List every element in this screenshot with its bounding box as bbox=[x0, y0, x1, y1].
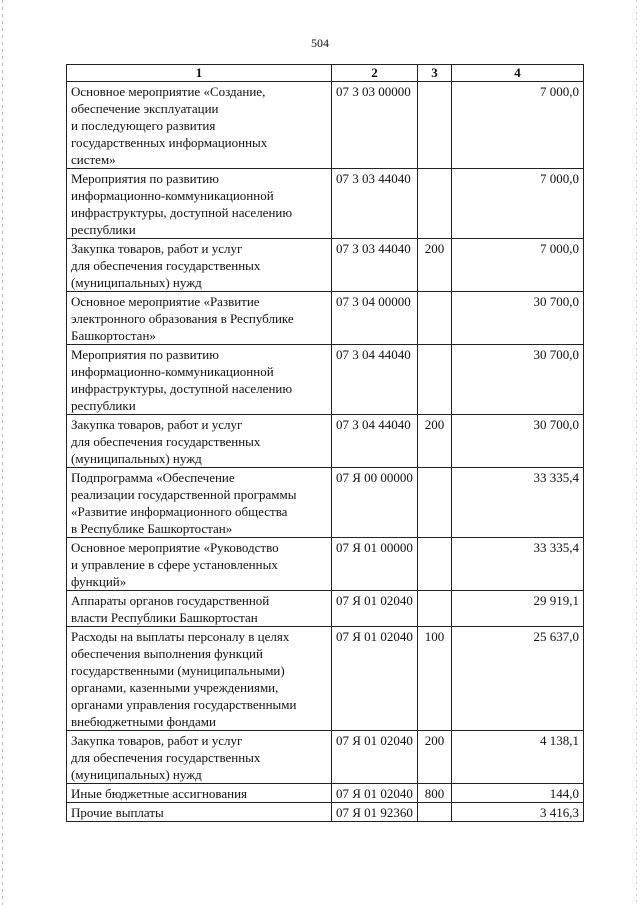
row-name-cell: Расходы на выплаты персоналу в целях обеспечения выполнения функций государственными (муниципальными) органами, казенными учреждениями, органами управления государственными внебюджетными фондами bbox=[67, 627, 332, 731]
table-row bbox=[67, 731, 584, 784]
row-name-cell: Основное мероприятие «Руководство и управление в сфере установленных функций» bbox=[67, 538, 332, 591]
row-sum-cell: 33 335,4 bbox=[452, 468, 584, 538]
table-row bbox=[67, 292, 584, 345]
scan-edge-right bbox=[636, 0, 637, 905]
row-sum-cell: 30 700,0 bbox=[452, 292, 584, 345]
table-row bbox=[67, 239, 584, 292]
row-code-cell: 07 Я 01 92360 bbox=[332, 803, 418, 822]
row-sum-cell: 30 700,0 bbox=[452, 345, 584, 415]
row-name-cell: Основное мероприятие «Развитие электронного образования в Республике Башкортостан» bbox=[67, 292, 332, 345]
row-type-cell: 100 bbox=[418, 627, 452, 731]
row-type-cell: 200 bbox=[418, 731, 452, 784]
row-type-cell: 200 bbox=[418, 415, 452, 468]
table-row bbox=[67, 468, 584, 538]
row-name-cell: Аппараты органов государственной власти Республики Башкортостан bbox=[67, 591, 332, 627]
table-row bbox=[67, 415, 584, 468]
row-code-cell: 07 3 04 44040 bbox=[332, 415, 418, 468]
header-col-3: 3 bbox=[418, 65, 452, 82]
row-name-cell: Мероприятия по развитию информационно-коммуникационной инфраструктуры, доступной населению республики bbox=[67, 169, 332, 239]
row-name-cell: Закупка товаров, работ и услуг для обеспечения государственных (муниципальных) нужд bbox=[67, 731, 332, 784]
table-body bbox=[67, 82, 584, 822]
row-type-cell bbox=[418, 345, 452, 415]
row-sum-cell: 7 000,0 bbox=[452, 239, 584, 292]
row-type-cell bbox=[418, 468, 452, 538]
row-code-cell: 07 Я 01 00000 bbox=[332, 538, 418, 591]
row-type-cell: 800 bbox=[418, 784, 452, 803]
row-type-cell bbox=[418, 591, 452, 627]
row-sum-cell: 29 919,1 bbox=[452, 591, 584, 627]
row-sum-cell: 30 700,0 bbox=[452, 415, 584, 468]
row-sum-cell: 33 335,4 bbox=[452, 538, 584, 591]
row-type-cell bbox=[418, 538, 452, 591]
row-name-cell: Закупка товаров, работ и услуг для обеспечения государственных (муниципальных) нужд bbox=[67, 415, 332, 468]
row-sum-cell: 7 000,0 bbox=[452, 82, 584, 169]
table-row bbox=[67, 803, 584, 822]
row-name-cell: Мероприятия по развитию информационно-коммуникационной инфраструктуры, доступной населению республики bbox=[67, 345, 332, 415]
row-type-cell bbox=[418, 82, 452, 169]
row-code-cell: 07 3 03 44040 bbox=[332, 239, 418, 292]
table-row bbox=[67, 591, 584, 627]
row-code-cell: 07 3 03 00000 bbox=[332, 82, 418, 169]
table-row bbox=[67, 627, 584, 731]
row-name-cell: Основное мероприятие «Создание, обеспечение эксплуатации и последующего развития государственных информационных систем» bbox=[67, 82, 332, 169]
row-sum-cell: 7 000,0 bbox=[452, 169, 584, 239]
row-sum-cell: 3 416,3 bbox=[452, 803, 584, 822]
row-code-cell: 07 3 04 00000 bbox=[332, 292, 418, 345]
row-type-cell: 200 bbox=[418, 239, 452, 292]
row-sum-cell: 144,0 bbox=[452, 784, 584, 803]
row-code-cell: 07 3 04 44040 bbox=[332, 345, 418, 415]
page-number: 504 bbox=[311, 36, 329, 50]
budget-table bbox=[66, 64, 584, 822]
header-row bbox=[67, 65, 584, 82]
row-code-cell: 07 Я 01 02040 bbox=[332, 731, 418, 784]
row-type-cell bbox=[418, 803, 452, 822]
table-row bbox=[67, 538, 584, 591]
row-code-cell: 07 Я 01 02040 bbox=[332, 784, 418, 803]
table-row bbox=[67, 345, 584, 415]
row-code-cell: 07 Я 01 02040 bbox=[332, 591, 418, 627]
row-name-cell: Иные бюджетные ассигнования bbox=[67, 784, 332, 803]
table-row bbox=[67, 784, 584, 803]
row-sum-cell: 4 138,1 bbox=[452, 731, 584, 784]
row-code-cell: 07 3 03 44040 bbox=[332, 169, 418, 239]
header-col-1: 1 bbox=[67, 65, 332, 82]
row-type-cell bbox=[418, 292, 452, 345]
row-sum-cell: 25 637,0 bbox=[452, 627, 584, 731]
table-row bbox=[67, 169, 584, 239]
row-type-cell bbox=[418, 169, 452, 239]
table-row bbox=[67, 82, 584, 169]
header-col-4: 4 bbox=[452, 65, 584, 82]
row-name-cell: Подпрограмма «Обеспечение реализации государственной программы «Развитие информационного общества в Республике Башкортостан» bbox=[67, 468, 332, 538]
scan-edge-left bbox=[2, 0, 3, 905]
row-name-cell: Прочие выплаты bbox=[67, 803, 332, 822]
header-col-2: 2 bbox=[332, 65, 418, 82]
row-name-cell: Закупка товаров, работ и услуг для обеспечения государственных (муниципальных) нужд bbox=[67, 239, 332, 292]
row-code-cell: 07 Я 00 00000 bbox=[332, 468, 418, 538]
row-code-cell: 07 Я 01 02040 bbox=[332, 627, 418, 731]
